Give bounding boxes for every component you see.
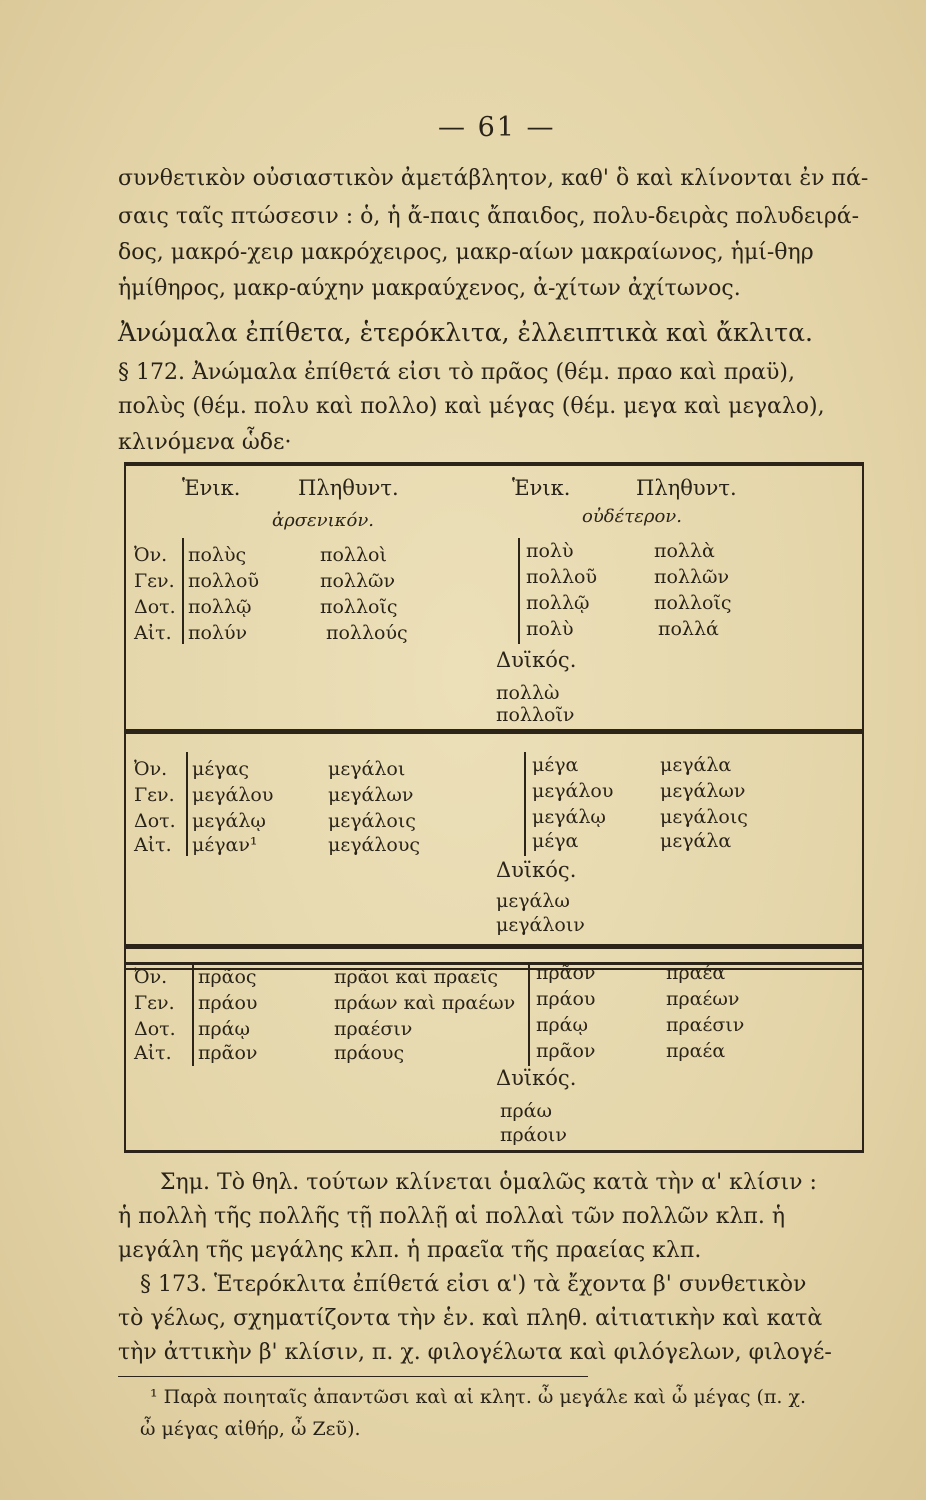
column-rule: [186, 752, 188, 856]
praos-masc-sing: πρᾶον: [198, 1042, 258, 1064]
column-rule: [182, 538, 184, 644]
dual-label: Δυϊκός.: [496, 858, 577, 882]
polys-neut-plur: πολλὰ: [654, 540, 715, 562]
case-label: Γεν.: [134, 992, 175, 1014]
praos-masc-plur: πράους: [334, 1042, 405, 1064]
column-rule: [524, 752, 526, 856]
table-bottom-rule: [124, 962, 864, 965]
megas-dual: μεγάλω: [496, 890, 570, 912]
praos-masc-sing: πρᾶος: [198, 966, 257, 988]
polys-neut-plur: πολλοῖς: [654, 592, 732, 614]
footnote-rule: [118, 1376, 588, 1377]
polys-dual: πολλὼ: [496, 682, 560, 704]
polys-masc-sing: πολὺς: [188, 544, 247, 566]
table-divider: [124, 944, 864, 949]
footnote-line: ὦ μέγας αἰθήρ, ὦ Ζεῦ).: [140, 1418, 361, 1440]
page-number: — 61 —: [438, 112, 556, 143]
praos-neut-plur: πραέων: [666, 988, 740, 1010]
case-label: Δοτ.: [134, 1018, 176, 1040]
megas-neut-plur: μεγάλων: [660, 780, 746, 802]
megas-masc-plur: μεγάλων: [328, 784, 414, 806]
megas-masc-sing: μεγάλῳ: [192, 810, 266, 832]
megas-masc-plur: μεγάλοι: [328, 758, 406, 780]
case-label: Ὀν.: [134, 966, 168, 988]
case-label: Ὀν.: [134, 758, 168, 780]
praos-neut-sing: πρᾶον: [536, 1040, 596, 1062]
polys-masc-sing: πολλοῦ: [188, 570, 259, 592]
intro-line: ἡμίθηρος, μακρ-αύχην μακραύχενος, ἀ-χίτων ἀχίτωνος.: [118, 276, 741, 301]
header-plural-left: Πληθυντ.: [298, 476, 399, 500]
table-top-rule: [124, 462, 864, 465]
praos-masc-plur: πραέσιν: [334, 1018, 413, 1040]
dual-label: Δυϊκός.: [496, 648, 577, 672]
header-masculine: ἀρσενικόν.: [272, 510, 374, 531]
case-label: Ὀν.: [134, 544, 168, 566]
column-rule: [192, 962, 194, 1066]
section-172-line: πολὺς (θέμ. πολυ καὶ πολλο) καὶ μέγας (θέμ. μεγα καὶ μεγαλο),: [118, 394, 825, 419]
megas-neut-sing: μεγάλῳ: [532, 806, 606, 828]
megas-neut-sing: μεγάλου: [532, 780, 614, 802]
praos-neut-sing: πράου: [536, 988, 596, 1010]
header-neuter: οὐδέτερον.: [582, 506, 682, 527]
declension-table: [124, 464, 864, 970]
megas-neut-plur: μεγάλα: [660, 830, 732, 852]
praos-masc-plur: πρᾶοι καὶ πραεῖς: [334, 966, 499, 988]
table-bottom-rule: [124, 1150, 864, 1153]
section-173-line: τὴν ἀττικὴν β' κλίσιν, π. χ. φιλογέλωτα καὶ φιλόγελων, φιλογέ-: [118, 1340, 832, 1365]
header-plural-right: Πληθυντ.: [636, 476, 737, 500]
note-line: ἡ πολλὴ τῆς πολλῆς τῇ πολλῇ αἱ πολλαὶ τῶν πολλῶν κλπ. ἡ: [118, 1204, 786, 1229]
case-label: Αἰτ.: [134, 1042, 172, 1064]
praos-neut-plur: πραέα: [666, 962, 726, 984]
polys-neut-sing: πολλῷ: [526, 592, 590, 614]
polys-neut-sing: πολλοῦ: [526, 566, 597, 588]
polys-masc-sing: πολύν: [188, 622, 248, 644]
praos-masc-sing: πράου: [198, 992, 258, 1014]
praos-dual: πράω: [500, 1100, 552, 1122]
section-173-line: τὸ γέλως, σχηματίζοντα τὴν ἑν. καὶ πληθ. αἰτιατικὴν καὶ κατὰ: [118, 1306, 823, 1331]
table-left-rule: [124, 964, 126, 1152]
intro-line: δος, μακρό-χειρ μακρόχειρος, μακρ-αίων μακραίωνος, ἡμί-θηρ: [118, 240, 814, 265]
megas-neut-sing: μέγα: [532, 754, 579, 776]
polys-masc-plur: πολλοὶ: [320, 544, 387, 566]
polys-dual: πολλοῖν: [496, 704, 575, 726]
megas-neut-sing: μέγα: [532, 830, 579, 852]
praos-masc-sing: πράῳ: [198, 1018, 250, 1040]
praos-neut-plur: πραέσιν: [666, 1014, 745, 1036]
section-172-line: § 172. Ἀνώμαλα ἐπίθετά εἰσι τὸ πρᾶος (θέμ. πραο καὶ πραϋ),: [118, 360, 795, 385]
header-singular-left: Ἑνικ.: [182, 476, 241, 500]
megas-masc-sing: μέγας: [192, 758, 250, 780]
polys-neut-plur: πολλά: [658, 618, 719, 640]
megas-masc-plur: μεγάλοις: [328, 810, 416, 832]
case-label: Δοτ.: [134, 596, 176, 618]
megas-masc-sing: μέγαν¹: [192, 834, 258, 856]
case-label: Γεν.: [134, 784, 175, 806]
megas-neut-plur: μεγάλα: [660, 754, 732, 776]
column-rule: [518, 538, 520, 644]
case-label: Αἰτ.: [134, 834, 172, 856]
intro-line: σαις ταῖς πτώσεσιν : ὁ, ἡ ἄ-παις ἄπαιδος, πολυ-δειρὰς πολυδειρά-: [118, 204, 860, 229]
header-singular-right: Ἑνικ.: [512, 476, 571, 500]
section-172-line: κλινόμενα ὧδε·: [118, 430, 292, 455]
note-line: μεγάλη τῆς μεγάλης κλπ. ἡ πραεῖα τῆς πραείας κλπ.: [118, 1238, 702, 1263]
polys-masc-plur: πολλοῖς: [320, 596, 398, 618]
table-right-rule: [862, 964, 864, 1152]
megas-masc-sing: μεγάλου: [192, 784, 274, 806]
case-label: Γεν.: [134, 570, 175, 592]
polys-neut-plur: πολλῶν: [654, 566, 730, 588]
intro-line: συνθετικὸν οὐσιαστικὸν ἀμετάβλητον, καθ' ὃ καὶ κλίνονται ἐν πά-: [118, 166, 869, 191]
polys-masc-plur: πολλῶν: [320, 570, 396, 592]
dual-label: Δυϊκός.: [496, 1066, 577, 1090]
table-divider: [124, 729, 864, 734]
megas-masc-plur: μεγάλους: [328, 834, 421, 856]
megas-dual: μεγάλοιν: [496, 914, 585, 936]
case-label: Αἰτ.: [134, 622, 172, 644]
polys-masc-sing: πολλῷ: [188, 596, 252, 618]
section-heading: Ἀνώμαλα ἐπίθετα, ἑτερόκλιτα, ἐλλειπτικὰ καὶ ἄκλιτα.: [118, 318, 813, 347]
megas-neut-plur: μεγάλοις: [660, 806, 748, 828]
column-rule: [528, 962, 530, 1066]
praos-neut-plur: πραέα: [666, 1040, 726, 1062]
praos-neut-sing: πρᾶον: [536, 962, 596, 984]
praos-neut-sing: πράῳ: [536, 1014, 588, 1036]
section-173-line: § 173. Ἑτερόκλιτα ἐπίθετά εἰσι α') τὰ ἔχοντα β' συνθετικὸν: [140, 1272, 807, 1297]
polys-masc-plur: πολλούς: [326, 622, 408, 644]
polys-neut-sing: πολὺ: [526, 540, 574, 562]
praos-dual: πράοιν: [500, 1124, 567, 1146]
footnote-line: ¹ Παρὰ ποιηταῖς ἀπαντῶσι καὶ αἱ κλητ. ὦ μεγάλε καὶ ὦ μέγας (π. χ.: [150, 1386, 807, 1408]
praos-masc-plur: πράων καὶ πραέων: [334, 992, 516, 1014]
polys-neut-sing: πολὺ: [526, 618, 574, 640]
note-line: Σημ. Τὸ θηλ. τούτων κλίνεται ὁμαλῶς κατὰ τὴν α' κλίσιν :: [160, 1170, 817, 1195]
case-label: Δοτ.: [134, 810, 176, 832]
